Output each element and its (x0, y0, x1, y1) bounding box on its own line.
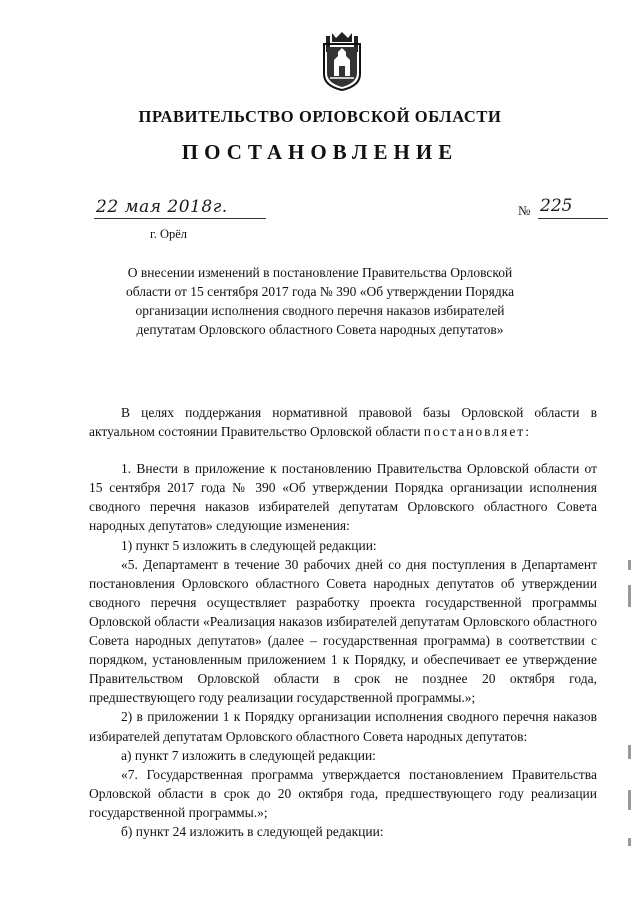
paragraph-7: б) пункт 24 изложить в следующей редакции: (121, 823, 384, 839)
margin-mark (628, 745, 631, 759)
paragraph-2: 1) пункт 5 изложить в следующей редакции: (121, 537, 377, 553)
paragraph-1: 1. Внести в приложение к постановлению Правительства Орловской области от 15 сентября 2017 года № 390 «Об утверждении Порядка организации исполнения сводного перечня наказов избирателей депутатам Орловского областного Совета народных депутатов» следующие изменения: (89, 461, 597, 534)
organization-name: ПРАВИТЕЛЬСТВО ОРЛОВСКОЙ ОБЛАСТИ (138, 107, 502, 126)
document-body (89, 403, 597, 841)
margin-mark (628, 790, 631, 810)
coat-of-arms-icon (318, 30, 366, 92)
number-sign: № (518, 203, 531, 218)
paragraph-6: «7. Государственная программа утверждается постановлением Правительства Орловской области в срок до 20 октября года, предшествующего году реализации государственной программы.»; (89, 766, 597, 820)
paragraph-5: а) пункт 7 изложить в следующей редакции: (121, 747, 376, 763)
document-number: 225 (540, 196, 573, 216)
margin-mark (628, 838, 631, 846)
margin-mark (628, 560, 631, 570)
number-underline (538, 218, 608, 219)
document-subject: О внесении изменений в постановление Правительства Орловской области от 15 сентября 2017 года № 390 «Об утверждении Порядка организации исполнения сводного перечня наказов избирателей депутатам Орловского областного Совета народных депутатов» (125, 265, 515, 337)
margin-mark (628, 585, 631, 607)
preamble-verb: постановляет: (423, 424, 531, 440)
document-type-title: ПОСТАНОВЛЕНИЕ (181, 140, 459, 164)
paragraph-4: 2) в приложении 1 к Порядку организации исполнения сводного перечня наказов избирателей депутатам Орловского областного Совета народных депутатов: (89, 709, 597, 744)
preamble (89, 403, 597, 441)
paragraph-3: «5. Департамент в течение 30 рабочих дней со дня поступления в Департамент постановления Орловского областного Совета народных депутатов об утверждении сводного перечня осуществляет разработку проекта государственной программы Орловской области «Реализация наказов избирателей депутатам Орловского областного Совета народных депутатов» (далее – государственная программа) в соответствии с порядком, установленным приложением 1 к Порядку, и обеспечивает ее утверждение Правительством Орловской области в срок не позднее 20 октября года, предшествующего году реализации государственной программы.»; (89, 556, 597, 706)
city-label: г. Орёл (150, 227, 188, 241)
document-date: 22 мая 2018г. (96, 197, 228, 217)
preamble-text: В целях поддержания нормативной правовой базы Орловской области в актуальном состоянии Правительство Орловской области (89, 405, 597, 440)
date-underline (94, 218, 266, 219)
